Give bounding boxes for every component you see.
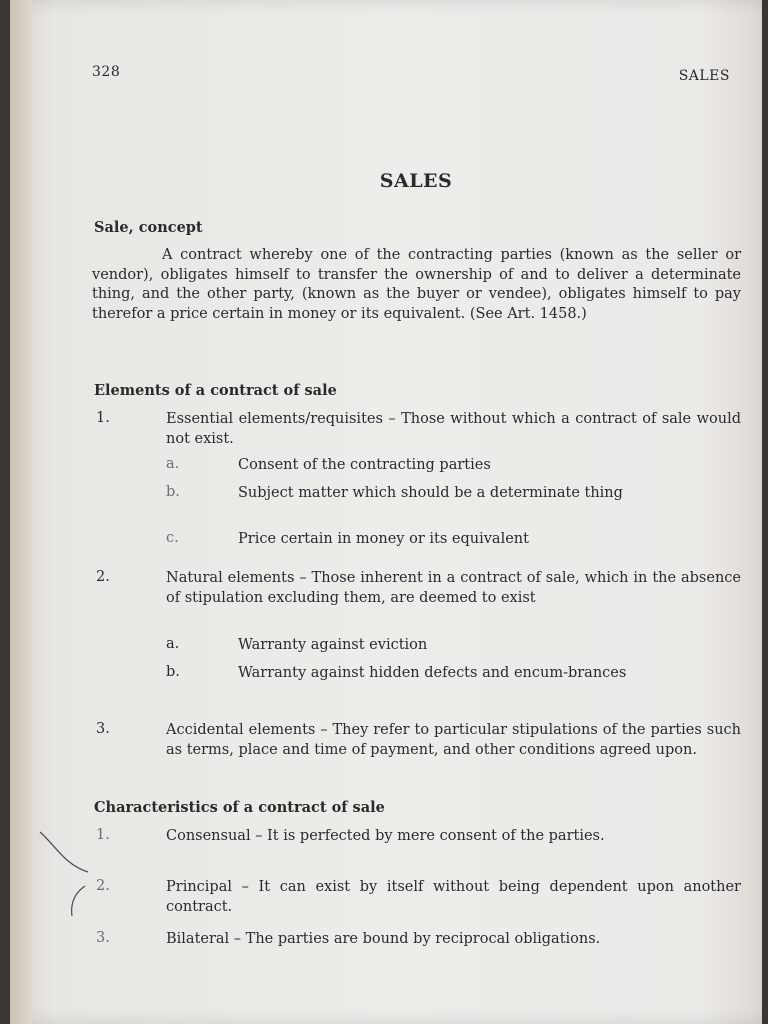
sub-item-text: Price certain in money or its equivalent bbox=[238, 531, 529, 547]
sub-item-letter: a. bbox=[166, 456, 180, 472]
list-number: 1. bbox=[96, 827, 110, 843]
sub-item-text: Warranty against hidden defects and encum-brances bbox=[238, 665, 627, 681]
page-number: 328 bbox=[92, 64, 121, 80]
list-item-text: Principal – It can exist by itself without being dependent upon another contract. bbox=[166, 879, 741, 915]
running-title: SALES bbox=[678, 68, 730, 84]
section-heading-characteristics: Characteristics of a contract of sale bbox=[94, 799, 385, 816]
list-item-text: Natural elements – Those inherent in a contract of sale, which in the absence of stipulation excluding them, are deemed to exist bbox=[166, 570, 741, 606]
list-item-text: Bilateral – The parties are bound by reciprocal obligations. bbox=[166, 931, 601, 947]
sub-item-text: Warranty against eviction bbox=[238, 637, 428, 653]
sub-item-text: Subject matter which should be a determinate thing bbox=[238, 485, 623, 501]
sub-item-text: Consent of the contracting parties bbox=[238, 457, 491, 473]
list-number: 3. bbox=[96, 930, 110, 946]
page-title: SALES bbox=[379, 170, 453, 192]
section-heading-elements: Elements of a contract of sale bbox=[94, 382, 337, 399]
sale-concept-paragraph: A contract whereby one of the contracting parties (known as the seller or vendor), obligates himself to transfer the ownership of and to deliver a determinate thing, and the other party, (known as the buyer or vendee), obligates himself to pay therefor a price certain in money or its equivalent. (See Art. 1458.) bbox=[92, 247, 741, 322]
pencil-stroke-mark bbox=[40, 832, 88, 872]
sub-item-letter: a. bbox=[166, 636, 180, 652]
list-item-text: Accidental elements – They refer to particular stipulations of the parties such as terms, place and time of payment, and other conditions agreed upon. bbox=[166, 722, 741, 758]
book-page bbox=[10, 0, 762, 1024]
list-number: 1. bbox=[96, 410, 110, 426]
sub-item-letter: b. bbox=[166, 664, 180, 680]
pencil-marks bbox=[10, 0, 762, 1024]
sub-item-letter: b. bbox=[166, 484, 180, 500]
list-number: 2. bbox=[96, 878, 110, 894]
list-item-text: Essential elements/requisites – Those without which a contract of sale would not exist. bbox=[166, 411, 741, 447]
pencil-stroke-mark bbox=[72, 886, 85, 916]
list-number: 2. bbox=[96, 569, 110, 585]
list-number: 3. bbox=[96, 721, 110, 737]
list-item-text: Consensual – It is perfected by mere consent of the parties. bbox=[166, 828, 605, 844]
section-heading-sale-concept: Sale, concept bbox=[94, 219, 203, 236]
sub-item-letter: c. bbox=[166, 530, 179, 546]
